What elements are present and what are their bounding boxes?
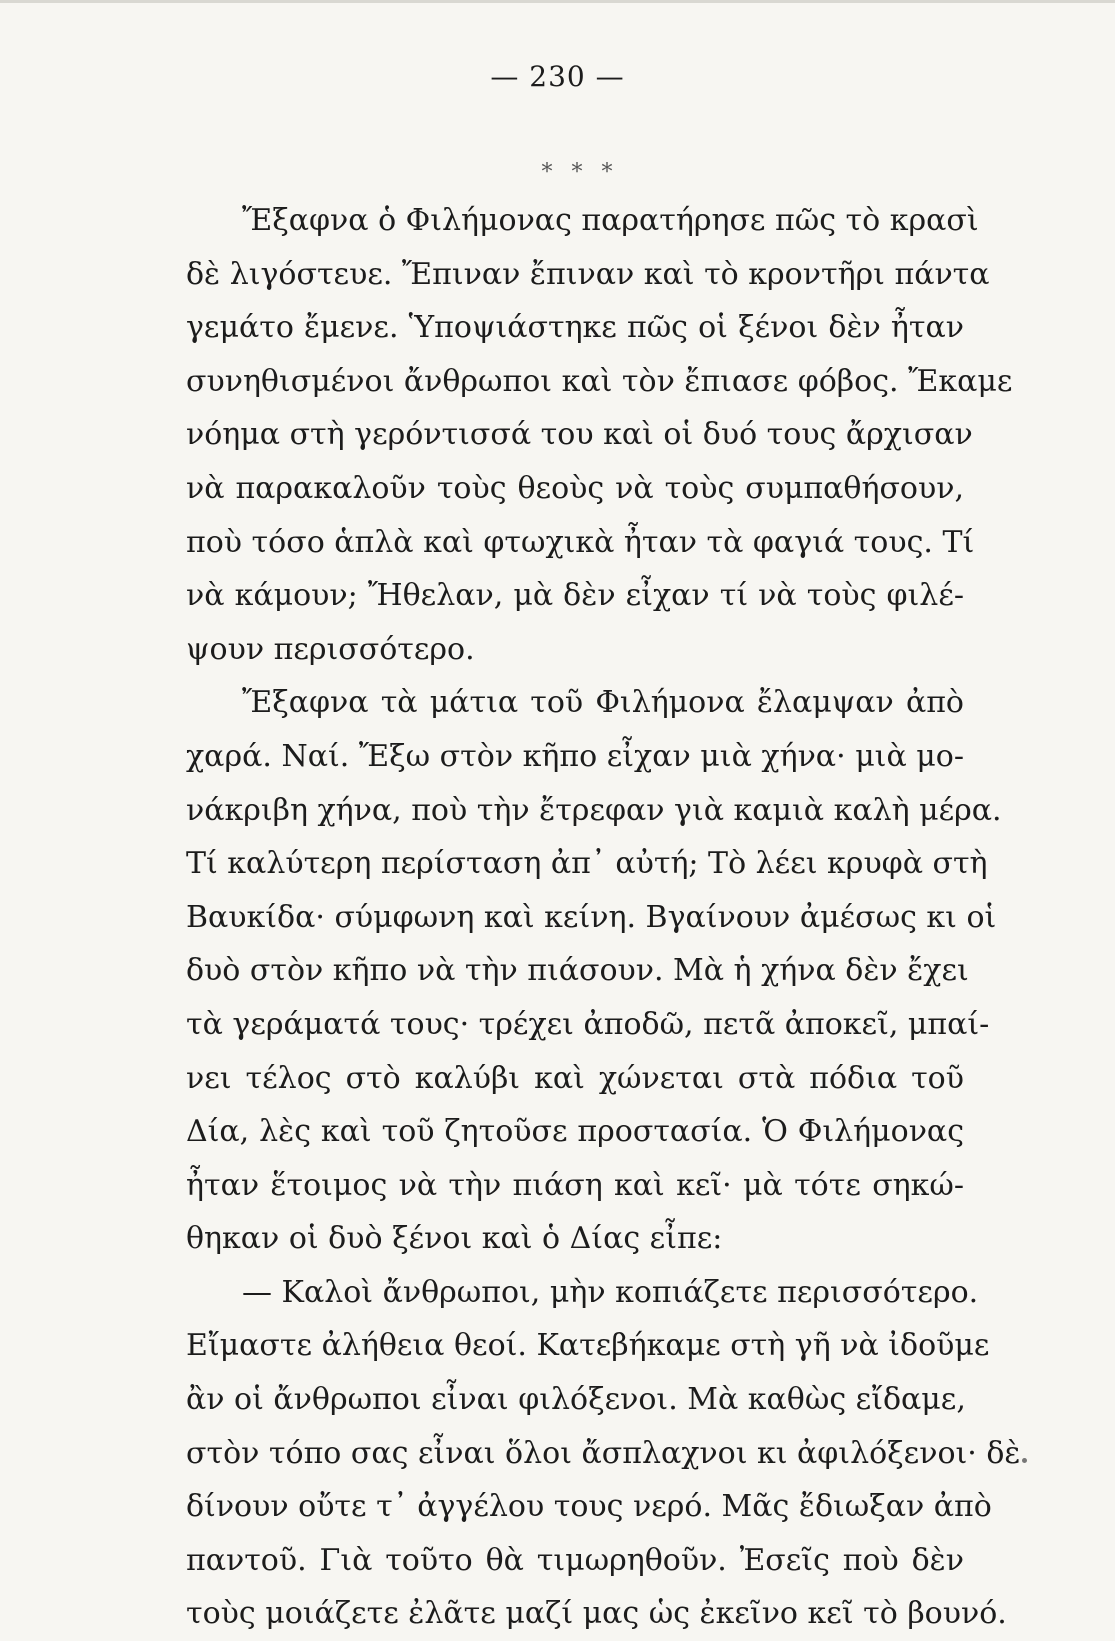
text-line: στὸν τόπο σας εἶναι ὅλοι ἄσπλαχνοι κι ἀφιλόξενοι· δὲ bbox=[186, 1435, 1021, 1471]
text-line: νει τέλος στὸ καλύβι καὶ χώνεται στὰ πόδια τοῦ bbox=[186, 1060, 964, 1096]
text-line: νόημα στὴ γερόντισσά του καὶ οἱ δυό τους ἄρχισαν bbox=[186, 417, 973, 453]
text-line: νάκριβη χήνα, ποὺ τὴν ἔτρεφαν γιὰ καμιὰ καλὴ μέρα. bbox=[186, 792, 1002, 828]
text-line: Τί καλύτερη περίσταση ἀπ᾿ αὐτή; Τὸ λέει κρυφὰ στὴ bbox=[186, 846, 988, 882]
text-line: χαρά. Ναί. Ἔξω στὸν κῆπο εἶχαν μιὰ χήνα· μιὰ μο- bbox=[186, 738, 964, 774]
text-line: Ἔξαφνα ὁ Φιλήμονας παρατήρησε πῶς τὸ κρασὶ bbox=[242, 203, 979, 238]
text-line: θηκαν οἱ δυὸ ξένοι καὶ ὁ Δίας εἶπε: bbox=[186, 1221, 723, 1257]
text-line: τὰ γεράματά τους· τρέχει ἀποδῶ, πετᾶ ἀποκεῖ, μπαί- bbox=[186, 1006, 990, 1042]
text-line: ἦταν ἕτοιμος νὰ τὴν πιάση καὶ κεῖ· μὰ τότε σηκώ- bbox=[186, 1167, 964, 1203]
text-line: ἂν οἱ ἄνθρωποι εἶναι φιλόξενοι. Μὰ καθὼς εἴδαμε, bbox=[186, 1382, 966, 1418]
text-line: Εἴμαστε ἀλήθεια θεοί. Κατεβήκαμε στὴ γῆ νὰ ἰδοῦμε bbox=[186, 1328, 990, 1364]
paper-speck bbox=[1022, 1458, 1027, 1463]
section-separator: * * * bbox=[541, 160, 619, 185]
body-text bbox=[186, 194, 1021, 1641]
text-line: — Καλοὶ ἄνθρωποι, μὴν κοπιάζετε περισσότερο. bbox=[242, 1274, 979, 1310]
text-line: δίνουν οὔτε τ᾿ ἀγγέλου τους νερό. Μᾶς ἔδιωξαν ἀπὸ bbox=[186, 1489, 992, 1525]
text-line: συνηθισμένοι ἄνθρωποι καὶ τὸν ἔπιασε φόβος. Ἔκαμε bbox=[186, 363, 1013, 399]
text-line: νὰ κάμουν; Ἤθελαν, μὰ δὲν εἶχαν τί νὰ τοὺς φιλέ- bbox=[186, 578, 964, 614]
text-line: δυὸ στὸν κῆπο νὰ τὴν πιάσουν. Μὰ ἡ χήνα δὲν ἔχει bbox=[186, 953, 969, 989]
text-line: Βαυκίδα· σύμφωνη καὶ κείνη. Βγαίνουν ἀμέσως κι οἱ bbox=[186, 899, 997, 935]
text-line: γεμάτο ἔμενε. Ὑποψιάστηκε πῶς οἱ ξένοι δὲν ἦταν bbox=[186, 310, 964, 346]
text-line: παντοῦ. Γιὰ τοῦτο θὰ τιμωρηθοῦν. Ἐσεῖς ποὺ δὲν bbox=[186, 1542, 964, 1578]
text-line: ποὺ τόσο ἁπλὰ καὶ φτωχικὰ ἦταν τὰ φαγιά τους. Τί bbox=[186, 524, 975, 560]
text-line: Δία, λὲς καὶ τοῦ ζητοῦσε προστασία. Ὁ Φιλήμονας bbox=[186, 1114, 964, 1150]
text-line: ψουν περισσότερο. bbox=[186, 631, 475, 667]
text-line: Ἔξαφνα τὰ μάτια τοῦ Φιλήμονα ἔλαμψαν ἀπὸ bbox=[242, 685, 964, 721]
text-line: νὰ παρακαλοῦν τοὺς θεοὺς νὰ τοὺς συμπαθήσουν, bbox=[186, 470, 964, 506]
page-number: — 230 — bbox=[490, 60, 625, 93]
text-line: δὲ λιγόστευε. Ἔπιναν ἔπιναν καὶ τὸ κροντῆρι πάντα bbox=[186, 256, 990, 292]
text-line: τοὺς μοιάζετε ἐλᾶτε μαζί μας ὡς ἐκεῖνο κεῖ τὸ βουνό. bbox=[186, 1596, 1007, 1632]
